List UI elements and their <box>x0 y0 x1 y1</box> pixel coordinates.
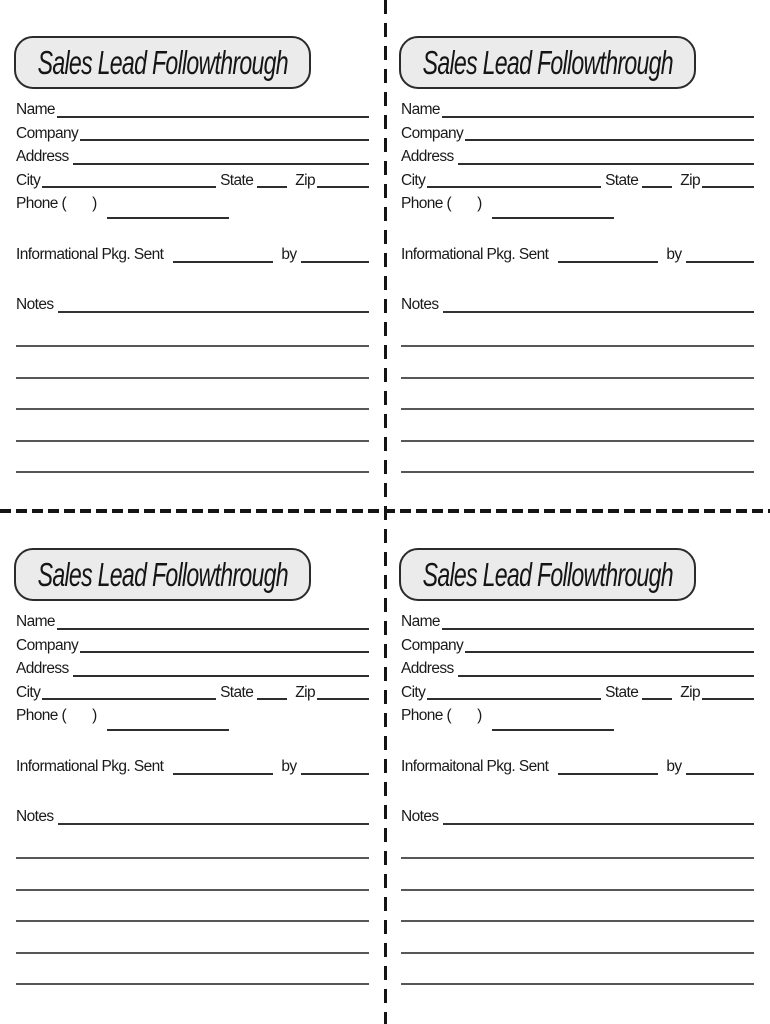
phone-field-row <box>16 700 369 724</box>
pkg-sent-by-line[interactable] <box>686 773 755 775</box>
pkg-sent-row <box>16 751 369 775</box>
address-input-line[interactable] <box>458 675 754 677</box>
card-fields <box>401 606 754 985</box>
by-label: by <box>281 758 297 775</box>
pkg-sent-row <box>16 239 369 263</box>
notes-blank-line[interactable] <box>401 410 754 442</box>
card-title: Sales Lead Followthrough <box>37 555 288 593</box>
address-label: Address <box>16 148 69 165</box>
notes-input-line[interactable] <box>58 311 370 313</box>
notes-blank-line[interactable] <box>16 828 369 860</box>
address-field-row <box>16 141 369 165</box>
company-field-row <box>401 630 754 654</box>
phone-field-row <box>401 188 754 212</box>
address-label: Address <box>16 660 69 677</box>
zip-input-line[interactable] <box>702 698 754 700</box>
notes-ruled-area <box>401 828 754 986</box>
company-label: Company <box>401 124 464 142</box>
pkg-sent-date-line[interactable] <box>558 773 658 775</box>
card-cell-top-left <box>0 0 385 512</box>
company-label: Company <box>16 124 79 142</box>
zip-label: Zip <box>295 171 315 189</box>
notes-ruled-area <box>16 828 369 986</box>
phone-label: Phone ( <box>401 195 452 212</box>
phone-label: Phone ( <box>401 707 452 724</box>
phone-input-line[interactable] <box>107 729 229 731</box>
pkg-sent-label: Informational Pkg. Sent <box>16 246 164 263</box>
pkg-sent-date-line[interactable] <box>173 261 273 263</box>
notes-blank-line[interactable] <box>16 347 369 379</box>
notes-blank-line[interactable] <box>401 954 754 986</box>
pkg-sent-by-line[interactable] <box>686 261 755 263</box>
phone-input-line[interactable] <box>492 729 614 731</box>
address-label: Address <box>401 148 454 165</box>
address-field-row <box>401 141 754 165</box>
state-input-line[interactable] <box>642 186 672 188</box>
sales-lead-card <box>385 512 770 985</box>
state-input-line[interactable] <box>257 698 287 700</box>
phone-field-row <box>16 188 369 212</box>
state-input-line[interactable] <box>257 186 287 188</box>
city-label: City <box>401 683 426 701</box>
notes-blank-line[interactable] <box>401 891 754 923</box>
pkg-sent-date-line[interactable] <box>173 773 273 775</box>
notes-ruled-area <box>16 316 369 474</box>
card-cell-top-right <box>385 0 770 512</box>
by-label: by <box>666 758 682 775</box>
company-label: Company <box>16 636 79 654</box>
pkg-sent-row <box>401 751 754 775</box>
pkg-sent-label: Informaitonal Pkg. Sent <box>401 758 549 775</box>
company-input-line[interactable] <box>465 139 754 141</box>
phone-input-line[interactable] <box>107 217 229 219</box>
city-input-line[interactable] <box>42 186 216 188</box>
city-label: City <box>401 171 426 189</box>
notes-blank-line[interactable] <box>401 828 754 860</box>
phone-field-row <box>401 700 754 724</box>
notes-blank-line[interactable] <box>16 954 369 986</box>
by-label: by <box>666 246 682 263</box>
notes-blank-line[interactable] <box>401 316 754 348</box>
card-fields <box>401 94 754 473</box>
notes-input-line[interactable] <box>443 823 755 825</box>
card-fields <box>16 606 369 985</box>
card-title-badge <box>399 548 696 601</box>
notes-blank-line[interactable] <box>401 347 754 379</box>
pkg-sent-by-line[interactable] <box>301 773 370 775</box>
notes-blank-line[interactable] <box>16 859 369 891</box>
pkg-sent-row <box>401 239 754 263</box>
state-label: State <box>605 683 639 701</box>
notes-blank-line[interactable] <box>401 859 754 891</box>
card-title-badge <box>399 36 696 89</box>
address-input-line[interactable] <box>73 675 369 677</box>
card-cell-bottom-right <box>385 512 770 1024</box>
name-field-row <box>401 94 754 118</box>
notes-blank-line[interactable] <box>16 410 369 442</box>
name-input-line[interactable] <box>57 628 369 630</box>
sales-lead-card <box>0 512 385 985</box>
zip-input-line[interactable] <box>317 186 369 188</box>
card-title: Sales Lead Followthrough <box>422 43 673 81</box>
city-label: City <box>16 171 41 189</box>
notes-input-line[interactable] <box>443 311 755 313</box>
name-label: Name <box>401 613 440 630</box>
sales-lead-card <box>385 0 770 473</box>
name-label: Name <box>16 613 55 630</box>
company-input-line[interactable] <box>80 651 369 653</box>
phone-close-paren: ) <box>477 707 482 724</box>
state-input-line[interactable] <box>642 698 672 700</box>
city-state-zip-row <box>16 677 369 701</box>
card-fields <box>16 94 369 473</box>
address-field-row <box>16 653 369 677</box>
pkg-sent-label: Informational Pkg. Sent <box>401 246 549 263</box>
phone-input-line[interactable] <box>492 217 614 219</box>
city-state-zip-row <box>401 165 754 189</box>
notes-label: Notes <box>401 808 439 825</box>
company-field-row <box>16 118 369 142</box>
name-input-line[interactable] <box>57 116 369 118</box>
state-label: State <box>220 683 254 701</box>
notes-blank-line[interactable] <box>16 922 369 954</box>
phone-close-paren: ) <box>477 195 482 212</box>
address-input-line[interactable] <box>73 163 369 165</box>
name-field-row <box>401 606 754 630</box>
notes-label: Notes <box>16 296 54 313</box>
company-input-line[interactable] <box>80 139 369 141</box>
address-field-row <box>401 653 754 677</box>
notes-blank-line[interactable] <box>16 316 369 348</box>
notes-row <box>401 801 754 825</box>
phone-label: Phone ( <box>16 707 67 724</box>
notes-label: Notes <box>16 808 54 825</box>
card-cell-bottom-left <box>0 512 385 1024</box>
notes-label: Notes <box>401 296 439 313</box>
zip-label: Zip <box>680 171 700 189</box>
pkg-sent-label: Informational Pkg. Sent <box>16 758 164 775</box>
company-input-line[interactable] <box>465 651 754 653</box>
card-title-badge <box>14 36 311 89</box>
address-label: Address <box>401 660 454 677</box>
zip-label: Zip <box>295 683 315 701</box>
zip-label: Zip <box>680 683 700 701</box>
zip-input-line[interactable] <box>317 698 369 700</box>
city-input-line[interactable] <box>42 698 216 700</box>
notes-ruled-area <box>401 316 754 474</box>
city-input-line[interactable] <box>427 698 601 700</box>
city-label: City <box>16 683 41 701</box>
name-label: Name <box>16 101 55 118</box>
name-field-row <box>16 94 369 118</box>
notes-blank-line[interactable] <box>401 442 754 474</box>
city-state-zip-row <box>16 165 369 189</box>
notes-row <box>16 801 369 825</box>
name-label: Name <box>401 101 440 118</box>
card-title: Sales Lead Followthrough <box>422 555 673 593</box>
sales-lead-card <box>0 0 385 473</box>
notes-blank-line[interactable] <box>401 379 754 411</box>
phone-close-paren: ) <box>92 707 97 724</box>
pkg-sent-by-line[interactable] <box>301 261 370 263</box>
company-label: Company <box>401 636 464 654</box>
notes-row <box>401 289 754 313</box>
phone-label: Phone ( <box>16 195 67 212</box>
notes-blank-line[interactable] <box>401 922 754 954</box>
card-title-badge <box>14 548 311 601</box>
city-state-zip-row <box>401 677 754 701</box>
zip-input-line[interactable] <box>702 186 754 188</box>
company-field-row <box>16 630 369 654</box>
notes-row <box>16 289 369 313</box>
state-label: State <box>605 171 639 189</box>
card-title: Sales Lead Followthrough <box>37 43 288 81</box>
name-field-row <box>16 606 369 630</box>
name-input-line[interactable] <box>442 628 754 630</box>
notes-blank-line[interactable] <box>16 442 369 474</box>
phone-close-paren: ) <box>92 195 97 212</box>
name-input-line[interactable] <box>442 116 754 118</box>
notes-blank-line[interactable] <box>16 379 369 411</box>
state-label: State <box>220 171 254 189</box>
by-label: by <box>281 246 297 263</box>
notes-blank-line[interactable] <box>16 891 369 923</box>
address-input-line[interactable] <box>458 163 754 165</box>
company-field-row <box>401 118 754 142</box>
pkg-sent-date-line[interactable] <box>558 261 658 263</box>
horizontal-cut-line <box>0 509 770 513</box>
city-input-line[interactable] <box>427 186 601 188</box>
notes-input-line[interactable] <box>58 823 370 825</box>
